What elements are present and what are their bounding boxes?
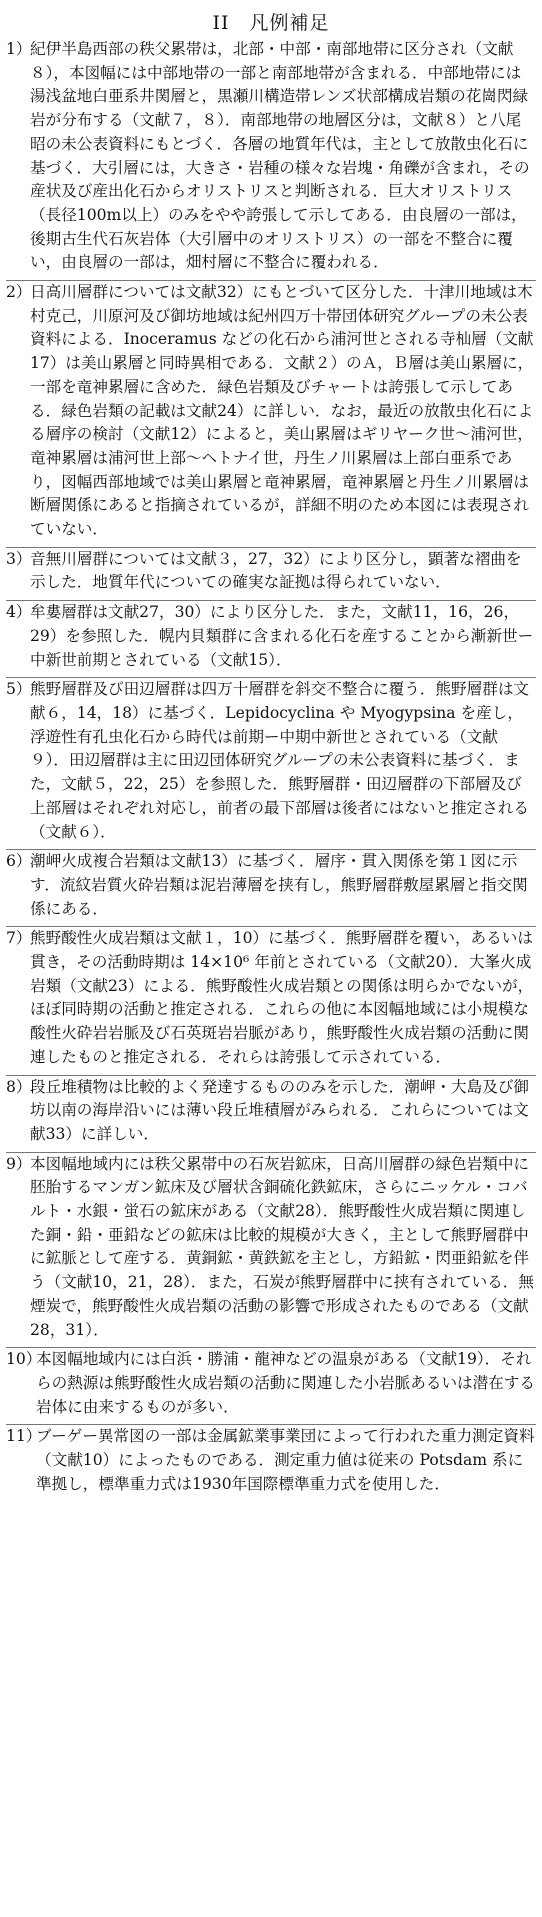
notes-list: [6, 38, 536, 1501]
note-number: 3）: [6, 549, 32, 568]
note-number: 9）: [6, 1154, 32, 1173]
section-title: II 凡例補足: [212, 12, 330, 34]
note-number: 10）: [6, 1350, 42, 1369]
note-number: 8）: [6, 1077, 32, 1096]
note-text: 日高川層群については文献32）にもとづいて区分した．十津川地域は木村克己，川原河及び御坊地域は紀州四万十帯団体研究グループの未公表資料による．Inoceramus などの化石から浦河世とされる寺杣層（文献17）は美山累層と同時異相である．文献２）のＡ，Ｂ層は美山累層に，一部を竜神累層に含めた．緑色岩類及びチャートは誇張して示してある．緑色岩類の記載は文献24）に詳しい．なお，最近の放散虫化石による層序の検討（文献12）によると，美山累層はギリヤーク世〜浦河世，竜神累層は浦河世上部〜ヘトナイ世，丹生ノ川累層は上部白亜系であり，図幅西部地域では美山累層と竜神累層，竜神累層と丹生ノ川累層は断層関係にあると指摘されているが，詳細不明のため本図には表現されていない．: [30, 283, 534, 539]
note-item: [6, 678, 536, 844]
note-item: [6, 281, 536, 542]
note-item: [6, 38, 536, 275]
note-item: [6, 927, 536, 1069]
note-item: [6, 1348, 536, 1419]
note-item: [6, 601, 536, 672]
note-text: 牟婁層群は文献27，30）により区分した．また，文献11，16，26，29）を参照した．幌内貝類群に含まれる化石を産することから漸新世ー中新世前期とされている（文献15）．: [30, 603, 534, 669]
note-text: 本図幅地域内には白浜・勝浦・龍神などの温泉がある（文献19）．それらの熱源は熊野酸性火成岩類の活動に関連した小岩脈あるいは潜在する岩体に由来するものが多い．: [36, 1350, 536, 1416]
note-number: 1）: [6, 40, 32, 58]
note-text: 本図幅地域内には秩父累帯中の石灰岩鉱床，日高川層群の緑色岩類中に胚胎するマンガン鉱床及び層状含銅硫化鉄鉱床，さらにニッケル・コバルト・水銀・蛍石の鉱床がある（文献28）．熊野酸性火成岩類に関連した銅・鉛・亜鉛などの鉱床は比較的規模が大きく，主として熊野層群中に鉱脈として産する．黄銅鉱・黄鉄鉱を主とし，方鉛鉱・閃亜鉛鉱を伴う（文献10，21，28）．また，石炭が熊野層群中に挟有されている．無煙炭で，熊野酸性火成岩類の活動の影響で形成されたものである（文献28，31）．: [30, 1154, 534, 1339]
note-text: 熊野層群及び田辺層群は四万十層群を斜交不整合に覆う．熊野層群は文献６，14，18）に基づく．Lepidocyclina や Myogypsina を産し，浮遊性有孔虫化石から時代は前期ー中期中新世とされている（文献９）．田辺層群は主に田辺団体研究グループの未公表資料に基づく．また，文献５，22，25）を参照した．熊野層群・田辺層群の下部層及び上部層はそれぞれ対応し，前者の最下部層は後者にはないと推定される（文献６）．: [30, 680, 530, 841]
note-text: 段丘堆積物は比較的よく発達するもののみを示した．潮岬・大島及び御坊以南の海岸沿いには薄い段丘堆積層がみられる．これらについては文献33）に詳しい．: [30, 1077, 530, 1143]
note-text: 紀伊半島西部の秩父累帯は，北部・中部・南部地帯に区分され（文献８），本図幅には中部地帯の一部と南部地帯が含まれる．中部地帯には湯浅盆地白亜系井関層と，黒瀬川構造帯レンズ状部構成岩類の花崗閃緑岩が分布する（文献７，８）．南部地帯の地層区分は，文献８）と八尾昭の未公表資料にもとづく．各層の地質年代は，主として放散虫化石に基づく．大引層には，大きさ・岩種の様々な岩塊・角礫が含まれ，その産状及び産出化石からオリストリスと判断される．巨大オリストリス（長径100m以上）のみをやや誇張して示してある．由良層の一部は，後期古生代石灰岩体（大引層中のオリストリス）の一部を不整合に覆い，由良層の一部は，畑村層に不整合に覆われる．: [30, 40, 530, 272]
note-number: 5）: [6, 680, 32, 699]
note-item: [6, 548, 536, 595]
note-item: [6, 1425, 536, 1496]
note-text: 潮岬火成複合岩類は文献13）に基づく．層序・貫入関係を第１図に示す．流紋岩質火砕岩類は泥岩薄層を挟有し，熊野層群敷屋累層と指交関係にある．: [30, 852, 528, 918]
note-number: 11）: [6, 1427, 42, 1446]
note-item: [6, 850, 536, 921]
note-text: ブーゲー異常図の一部は金属鉱業事業団によって行われた重力測定資料（文献10）によったものである．測定重力値は従来の Potsdam 系に準拠し，標準重力式は1930年国際標準重力式を使用した．: [36, 1427, 535, 1493]
note-text: 音無川層群については文献３，27，32）により区分し，顕著な褶曲を示した．地質年代についての確実な証拠は得られていない．: [30, 549, 522, 592]
note-item: [6, 1076, 536, 1147]
note-item: [6, 1153, 536, 1343]
note-number: 7）: [6, 929, 32, 948]
note-number: 6）: [6, 852, 32, 871]
note-number: 4）: [6, 603, 32, 622]
note-number: 2）: [6, 283, 32, 302]
note-text: 熊野酸性火成岩類は文献１，10）に基づく．熊野層群を覆い，あるいは貫き，その活動時期は 14×10⁶ 年前とされている（文献20）．大峯火成岩類（文献23）による．熊野酸性火成岩類との関係は明らかでないが，ほぼ同時期の活動と推定される．これらの他に本図幅地域には小規模な酸性火砕岩岩脈及び石英斑岩岩脈があり，熊野酸性火成岩類の活動に関連したものと推定される．それらは誇張して示されている．: [30, 929, 534, 1066]
